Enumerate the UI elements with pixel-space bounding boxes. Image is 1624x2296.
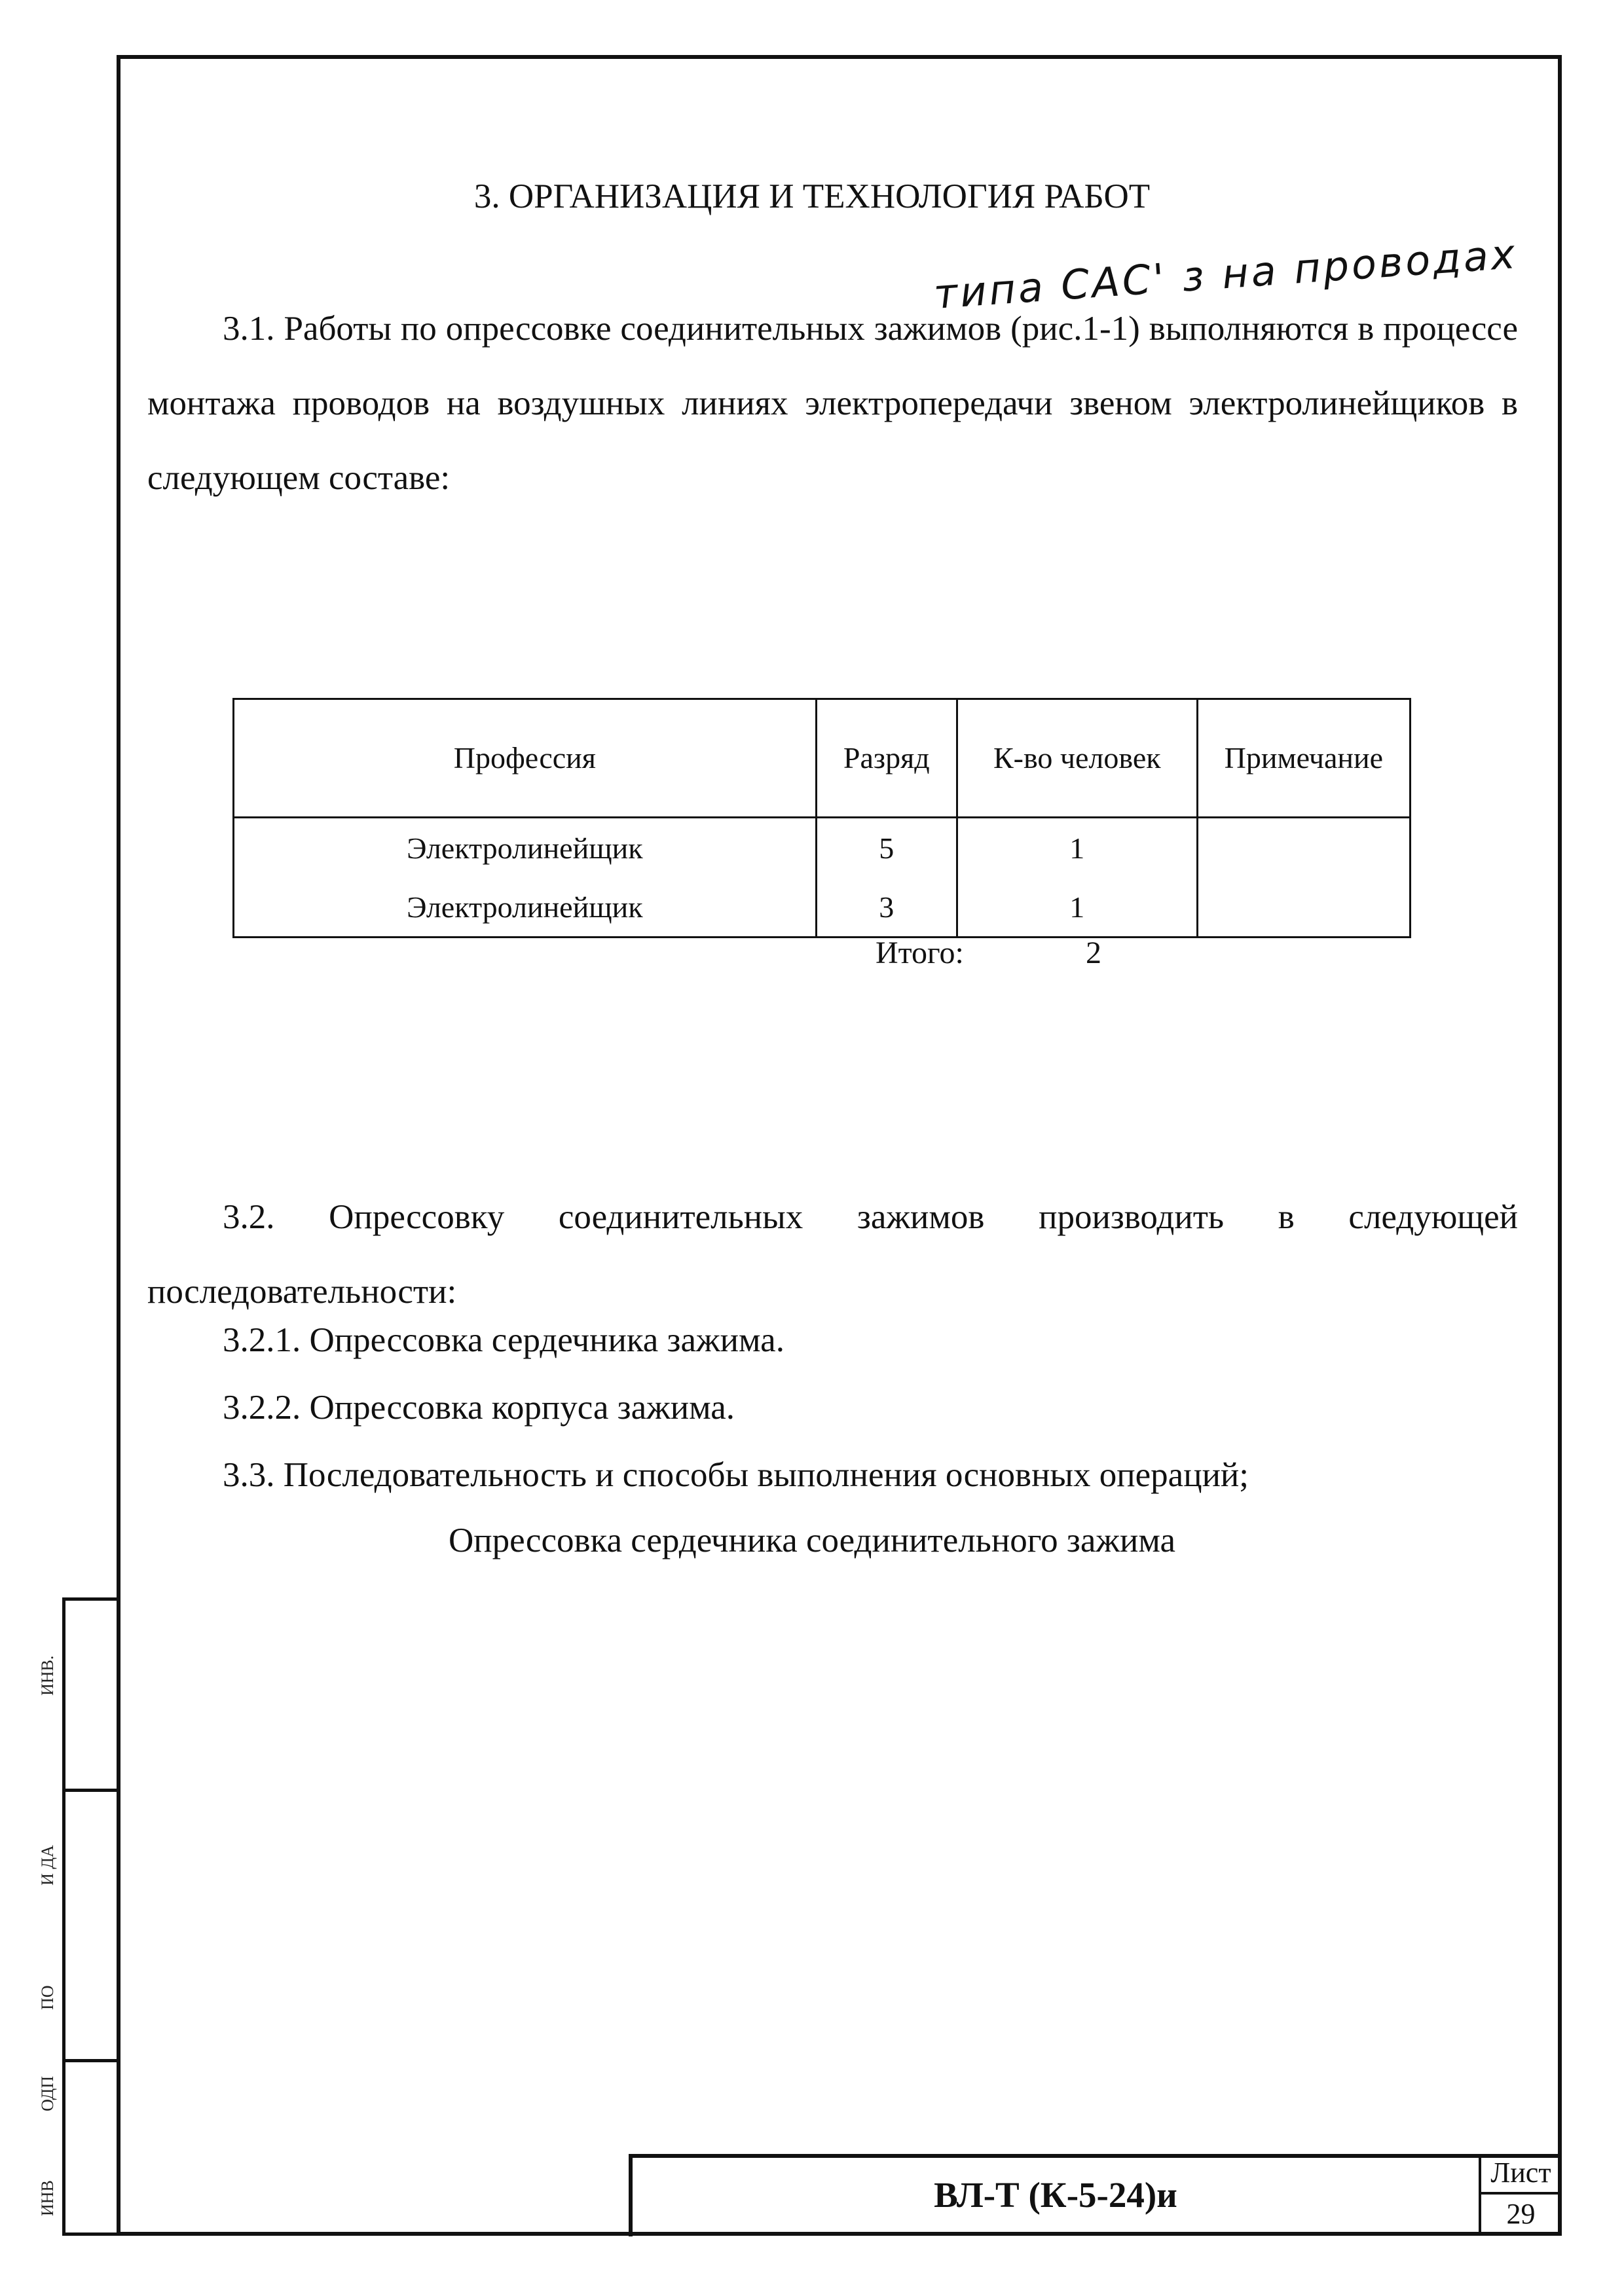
cell-profession: Электролинейщик (234, 877, 817, 938)
binding-margin-divider (62, 2059, 120, 2062)
table-header-row (234, 699, 1411, 818)
table-row (234, 818, 1411, 878)
cell-profession: Электролинейщик (234, 818, 817, 878)
item-3-2-1: 3.2.1. Опрессовка сердечника зажима. (223, 1321, 784, 1359)
binding-margin-text: И ДА (38, 1845, 57, 1886)
header-note: Примечание (1197, 699, 1410, 818)
binding-margin-text: ИНВ (38, 2180, 57, 2216)
cell-grade: 3 (816, 877, 957, 938)
sheet-number: 29 (1479, 2195, 1560, 2234)
paragraph-3-1 (147, 291, 1518, 515)
total-label: Итого: (876, 936, 964, 970)
paragraph-3-2-text: 3.2. Опрессовку соединительных зажимов производить в следующей последовательности: (147, 1198, 1518, 1311)
binding-margin-text: ИНВ. (38, 1655, 57, 1696)
item-3-2-2: 3.2.2. Опрессовка корпуса зажима. (223, 1389, 735, 1427)
cell-note (1197, 818, 1410, 878)
document-number: ВЛ-Т (К-5-24)и (934, 2175, 1177, 2215)
paragraph-3-2 (147, 1180, 1518, 1329)
header-grade: Разряд (816, 699, 957, 818)
sheet-label: Лист (1479, 2154, 1560, 2195)
cell-count: 1 (957, 877, 1197, 938)
cell-grade: 5 (816, 818, 957, 878)
binding-margin-text: ОДП (38, 2076, 57, 2111)
paragraph-3-1-text: 3.1. Работы по опрессовке соединительных зажимов (рис.1-1) выполняются в процессе монтажа проводов на воздушных линиях электропередачи звеном электролинейщиков в следующем составе: (147, 310, 1518, 497)
handwritten-annotation: типа САС' з на проводах (932, 229, 1519, 319)
binding-margin-box (62, 1597, 120, 2236)
header-profession: Профессия (234, 699, 817, 818)
section-title: 3. ОРГАНИЗАЦИЯ И ТЕХНОЛОГИЯ РАБОТ (473, 177, 1151, 215)
table-row (234, 877, 1411, 938)
subheading: Опрессовка сердечника соединительного зажима (448, 1522, 1176, 1559)
header-count: К-во человек (957, 699, 1197, 818)
cell-note (1197, 877, 1410, 938)
total-value: 2 (1086, 936, 1101, 970)
paragraph-3-3: 3.3. Последовательность и способы выполнения основных операций; (223, 1456, 1249, 1494)
binding-margin-text: ПО (38, 1985, 57, 2010)
binding-margin-divider (62, 1789, 120, 1792)
crew-table (232, 698, 1411, 938)
cell-count: 1 (957, 818, 1197, 878)
